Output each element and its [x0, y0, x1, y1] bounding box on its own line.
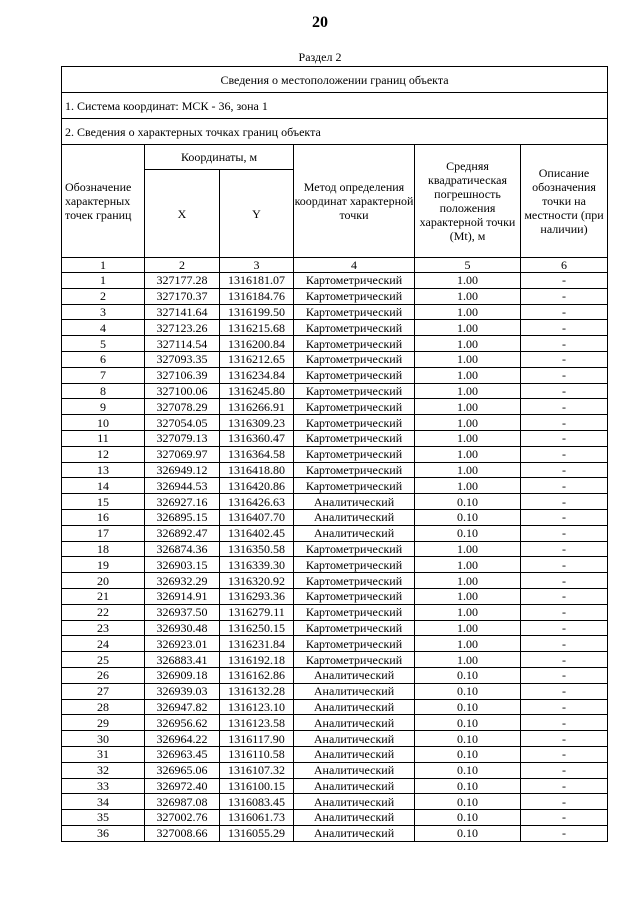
column-number: 5: [415, 258, 521, 273]
method-cell: Аналитический: [294, 731, 415, 747]
mean-square-error-cell: 1.00: [415, 636, 521, 652]
point-id-cell: 35: [62, 810, 145, 826]
point-id-cell: 1: [62, 273, 145, 289]
point-id-cell: 9: [62, 399, 145, 415]
method-cell: Аналитический: [294, 762, 415, 778]
table-row: [62, 336, 608, 352]
description-cell: -: [521, 525, 608, 541]
method-cell: Аналитический: [294, 810, 415, 826]
description-cell: -: [521, 604, 608, 620]
method-cell: Аналитический: [294, 683, 415, 699]
method-cell: Картометрический: [294, 604, 415, 620]
method-cell: Аналитический: [294, 509, 415, 525]
header-x: X: [145, 170, 220, 258]
table-row: [62, 509, 608, 525]
y-coordinate-cell: 1316200.84: [220, 336, 294, 352]
x-coordinate-cell: 326930.48: [145, 620, 220, 636]
method-cell: Картометрический: [294, 415, 415, 431]
point-id-cell: 14: [62, 478, 145, 494]
y-coordinate-cell: 1316110.58: [220, 746, 294, 762]
x-coordinate-cell: 326923.01: [145, 636, 220, 652]
point-id-cell: 23: [62, 620, 145, 636]
x-coordinate-cell: 326947.82: [145, 699, 220, 715]
y-coordinate-cell: 1316360.47: [220, 430, 294, 446]
x-coordinate-cell: 326927.16: [145, 494, 220, 510]
x-coordinate-cell: 326944.53: [145, 478, 220, 494]
point-id-cell: 24: [62, 636, 145, 652]
point-id-cell: 36: [62, 825, 145, 841]
method-cell: Картометрический: [294, 636, 415, 652]
mean-square-error-cell: 1.00: [415, 304, 521, 320]
mean-square-error-cell: 0.10: [415, 731, 521, 747]
point-id-cell: 16: [62, 509, 145, 525]
mean-square-error-cell: 1.00: [415, 351, 521, 367]
point-id-cell: 19: [62, 557, 145, 573]
y-coordinate-cell: 1316181.07: [220, 273, 294, 289]
mean-square-error-cell: 1.00: [415, 652, 521, 668]
method-cell: Аналитический: [294, 699, 415, 715]
data-rows: [62, 273, 608, 842]
y-coordinate-cell: 1316055.29: [220, 825, 294, 841]
table-title: Сведения о местоположении границ объекта: [62, 67, 608, 93]
mean-square-error-cell: 0.10: [415, 699, 521, 715]
y-coordinate-cell: 1316418.80: [220, 462, 294, 478]
point-id-cell: 3: [62, 304, 145, 320]
mean-square-error-cell: 1.00: [415, 336, 521, 352]
mean-square-error-cell: 0.10: [415, 746, 521, 762]
description-cell: -: [521, 652, 608, 668]
point-id-cell: 18: [62, 541, 145, 557]
method-cell: Картометрический: [294, 430, 415, 446]
mean-square-error-cell: 0.10: [415, 494, 521, 510]
x-coordinate-cell: 327054.05: [145, 415, 220, 431]
mean-square-error-cell: 0.10: [415, 715, 521, 731]
table-row: [62, 715, 608, 731]
table-row: [62, 494, 608, 510]
section-label: Раздел 2: [298, 50, 342, 64]
mean-square-error-cell: 0.10: [415, 525, 521, 541]
description-cell: -: [521, 367, 608, 383]
table-row: [62, 399, 608, 415]
x-coordinate-cell: 326956.62: [145, 715, 220, 731]
method-cell: Картометрический: [294, 478, 415, 494]
x-coordinate-cell: 327114.54: [145, 336, 220, 352]
point-id-cell: 4: [62, 320, 145, 336]
method-cell: Картометрический: [294, 383, 415, 399]
table-row: [62, 273, 608, 289]
method-cell: Картометрический: [294, 652, 415, 668]
table-row: [62, 351, 608, 367]
point-id-cell: 20: [62, 573, 145, 589]
table-row: [62, 762, 608, 778]
mean-square-error-cell: 0.10: [415, 825, 521, 841]
table-row: [62, 525, 608, 541]
mean-square-error-cell: 0.10: [415, 683, 521, 699]
description-cell: -: [521, 336, 608, 352]
table-row: [62, 367, 608, 383]
table-row: [62, 731, 608, 747]
mean-square-error-cell: 1.00: [415, 430, 521, 446]
mean-square-error-cell: 0.10: [415, 762, 521, 778]
y-coordinate-cell: 1316364.58: [220, 446, 294, 462]
x-coordinate-cell: 327078.29: [145, 399, 220, 415]
x-coordinate-cell: 326874.36: [145, 541, 220, 557]
description-cell: -: [521, 731, 608, 747]
description-cell: -: [521, 683, 608, 699]
table-row: [62, 304, 608, 320]
y-coordinate-cell: 1316117.90: [220, 731, 294, 747]
header-y: Y: [220, 170, 294, 258]
y-coordinate-cell: 1316309.23: [220, 415, 294, 431]
method-cell: Картометрический: [294, 573, 415, 589]
point-id-cell: 32: [62, 762, 145, 778]
y-coordinate-cell: 1316199.50: [220, 304, 294, 320]
table-row: [62, 541, 608, 557]
x-coordinate-cell: 326883.41: [145, 652, 220, 668]
point-id-cell: 27: [62, 683, 145, 699]
description-cell: -: [521, 810, 608, 826]
x-coordinate-cell: 326949.12: [145, 462, 220, 478]
description-cell: -: [521, 825, 608, 841]
description-cell: -: [521, 399, 608, 415]
table-row: [62, 557, 608, 573]
x-coordinate-cell: 327093.35: [145, 351, 220, 367]
column-number: 3: [220, 258, 294, 273]
boundary-points-table: [61, 66, 608, 842]
x-coordinate-cell: 326914.91: [145, 588, 220, 604]
y-coordinate-cell: 1316279.11: [220, 604, 294, 620]
point-id-cell: 2: [62, 288, 145, 304]
y-coordinate-cell: 1316339.30: [220, 557, 294, 573]
description-cell: -: [521, 478, 608, 494]
x-coordinate-cell: 326909.18: [145, 667, 220, 683]
method-cell: Аналитический: [294, 667, 415, 683]
method-cell: Аналитический: [294, 494, 415, 510]
y-coordinate-cell: 1316402.45: [220, 525, 294, 541]
header-method: Метод определения координат характерной точки: [294, 145, 415, 258]
description-cell: -: [521, 541, 608, 557]
table-row: [62, 588, 608, 604]
y-coordinate-cell: 1316350.58: [220, 541, 294, 557]
x-coordinate-cell: 327100.06: [145, 383, 220, 399]
y-coordinate-cell: 1316426.63: [220, 494, 294, 510]
description-cell: -: [521, 762, 608, 778]
description-cell: -: [521, 636, 608, 652]
description-cell: -: [521, 509, 608, 525]
description-cell: -: [521, 415, 608, 431]
table-row: [62, 288, 608, 304]
method-cell: Картометрический: [294, 462, 415, 478]
table-row: [62, 430, 608, 446]
mean-square-error-cell: 1.00: [415, 273, 521, 289]
table-row: [62, 778, 608, 794]
method-cell: Картометрический: [294, 541, 415, 557]
method-cell: Картометрический: [294, 273, 415, 289]
table-row: [62, 415, 608, 431]
point-id-cell: 22: [62, 604, 145, 620]
y-coordinate-cell: 1316083.45: [220, 794, 294, 810]
x-coordinate-cell: 327069.97: [145, 446, 220, 462]
mean-square-error-cell: 1.00: [415, 399, 521, 415]
method-cell: Картометрический: [294, 320, 415, 336]
point-id-cell: 12: [62, 446, 145, 462]
column-number-row: [62, 258, 608, 273]
column-number: 2: [145, 258, 220, 273]
point-id-cell: 25: [62, 652, 145, 668]
x-coordinate-cell: 327123.26: [145, 320, 220, 336]
method-cell: Картометрический: [294, 288, 415, 304]
method-cell: Аналитический: [294, 715, 415, 731]
point-id-cell: 29: [62, 715, 145, 731]
mean-square-error-cell: 1.00: [415, 383, 521, 399]
description-cell: -: [521, 430, 608, 446]
point-id-cell: 34: [62, 794, 145, 810]
point-id-cell: 7: [62, 367, 145, 383]
table-row: [62, 794, 608, 810]
y-coordinate-cell: 1316215.68: [220, 320, 294, 336]
x-coordinate-cell: 326932.29: [145, 573, 220, 589]
y-coordinate-cell: 1316123.58: [220, 715, 294, 731]
point-id-cell: 33: [62, 778, 145, 794]
table-row: [62, 667, 608, 683]
table-row: [62, 810, 608, 826]
description-cell: -: [521, 494, 608, 510]
y-coordinate-cell: 1316107.32: [220, 762, 294, 778]
table-row: [62, 446, 608, 462]
y-coordinate-cell: 1316234.84: [220, 367, 294, 383]
header-designation: Обозначение характерных точек границ: [62, 145, 145, 258]
y-coordinate-cell: 1316420.86: [220, 478, 294, 494]
description-cell: -: [521, 620, 608, 636]
point-id-cell: 15: [62, 494, 145, 510]
table-row: [62, 478, 608, 494]
description-cell: -: [521, 794, 608, 810]
point-id-cell: 17: [62, 525, 145, 541]
point-id-cell: 10: [62, 415, 145, 431]
mean-square-error-cell: 1.00: [415, 588, 521, 604]
description-cell: -: [521, 588, 608, 604]
table-row: [62, 573, 608, 589]
y-coordinate-cell: 1316320.92: [220, 573, 294, 589]
x-coordinate-cell: 327106.39: [145, 367, 220, 383]
point-id-cell: 11: [62, 430, 145, 446]
point-id-cell: 8: [62, 383, 145, 399]
mean-square-error-cell: 0.10: [415, 794, 521, 810]
point-id-cell: 31: [62, 746, 145, 762]
method-cell: Картометрический: [294, 588, 415, 604]
mean-square-error-cell: 0.10: [415, 778, 521, 794]
mean-square-error-cell: 1.00: [415, 367, 521, 383]
description-cell: -: [521, 351, 608, 367]
y-coordinate-cell: 1316061.73: [220, 810, 294, 826]
method-cell: Картометрический: [294, 336, 415, 352]
x-coordinate-cell: 327177.28: [145, 273, 220, 289]
description-cell: -: [521, 273, 608, 289]
x-coordinate-cell: 327002.76: [145, 810, 220, 826]
y-coordinate-cell: 1316184.76: [220, 288, 294, 304]
mean-square-error-cell: 1.00: [415, 478, 521, 494]
table-row: [62, 383, 608, 399]
method-cell: Картометрический: [294, 304, 415, 320]
mean-square-error-cell: 1.00: [415, 573, 521, 589]
points-heading: 2. Сведения о характерных точках границ объекта: [62, 119, 608, 145]
x-coordinate-cell: 326892.47: [145, 525, 220, 541]
description-cell: -: [521, 699, 608, 715]
x-coordinate-cell: 326964.22: [145, 731, 220, 747]
table-row: [62, 652, 608, 668]
header-coordinates: Координаты, м: [145, 145, 294, 170]
table-row: [62, 746, 608, 762]
x-coordinate-cell: 326963.45: [145, 746, 220, 762]
mean-square-error-cell: 1.00: [415, 320, 521, 336]
mean-square-error-cell: 1.00: [415, 288, 521, 304]
table-row: [62, 699, 608, 715]
x-coordinate-cell: 326903.15: [145, 557, 220, 573]
mean-square-error-cell: 1.00: [415, 415, 521, 431]
description-cell: -: [521, 462, 608, 478]
point-id-cell: 26: [62, 667, 145, 683]
description-cell: -: [521, 304, 608, 320]
y-coordinate-cell: 1316162.86: [220, 667, 294, 683]
x-coordinate-cell: 327170.37: [145, 288, 220, 304]
header-error: Средняя квадратическая погрешность положения характерной точки (Mt), м: [415, 145, 521, 258]
method-cell: Картометрический: [294, 367, 415, 383]
point-id-cell: 21: [62, 588, 145, 604]
column-number: 6: [521, 258, 608, 273]
description-cell: -: [521, 288, 608, 304]
y-coordinate-cell: 1316100.15: [220, 778, 294, 794]
method-cell: Картометрический: [294, 620, 415, 636]
mean-square-error-cell: 1.00: [415, 446, 521, 462]
method-cell: Аналитический: [294, 825, 415, 841]
x-coordinate-cell: 326987.08: [145, 794, 220, 810]
x-coordinate-cell: 326965.06: [145, 762, 220, 778]
mean-square-error-cell: 0.10: [415, 509, 521, 525]
header-description: Описание обозначения точки на местности (при наличии): [521, 145, 608, 258]
table-row: [62, 604, 608, 620]
y-coordinate-cell: 1316123.10: [220, 699, 294, 715]
description-cell: -: [521, 715, 608, 731]
method-cell: Аналитический: [294, 746, 415, 762]
coord-system-line: 1. Система координат: МСК - 36, зона 1: [62, 93, 608, 119]
method-cell: Картометрический: [294, 399, 415, 415]
description-cell: -: [521, 746, 608, 762]
y-coordinate-cell: 1316293.36: [220, 588, 294, 604]
y-coordinate-cell: 1316192.18: [220, 652, 294, 668]
description-cell: -: [521, 573, 608, 589]
column-number: 4: [294, 258, 415, 273]
method-cell: Аналитический: [294, 794, 415, 810]
y-coordinate-cell: 1316231.84: [220, 636, 294, 652]
page-number: 20: [312, 14, 328, 31]
mean-square-error-cell: 0.10: [415, 667, 521, 683]
method-cell: Картометрический: [294, 351, 415, 367]
table-row: [62, 320, 608, 336]
y-coordinate-cell: 1316212.65: [220, 351, 294, 367]
description-cell: -: [521, 383, 608, 399]
y-coordinate-cell: 1316250.15: [220, 620, 294, 636]
mean-square-error-cell: 1.00: [415, 541, 521, 557]
x-coordinate-cell: 326972.40: [145, 778, 220, 794]
x-coordinate-cell: 327008.66: [145, 825, 220, 841]
x-coordinate-cell: 327141.64: [145, 304, 220, 320]
method-cell: Аналитический: [294, 778, 415, 794]
mean-square-error-cell: 1.00: [415, 557, 521, 573]
description-cell: -: [521, 320, 608, 336]
x-coordinate-cell: 326939.03: [145, 683, 220, 699]
x-coordinate-cell: 326937.50: [145, 604, 220, 620]
method-cell: Аналитический: [294, 525, 415, 541]
point-id-cell: 28: [62, 699, 145, 715]
mean-square-error-cell: 1.00: [415, 604, 521, 620]
y-coordinate-cell: 1316132.28: [220, 683, 294, 699]
column-number: 1: [62, 258, 145, 273]
description-cell: -: [521, 557, 608, 573]
x-coordinate-cell: 327079.13: [145, 430, 220, 446]
point-id-cell: 5: [62, 336, 145, 352]
table-row: [62, 620, 608, 636]
point-id-cell: 13: [62, 462, 145, 478]
mean-square-error-cell: 1.00: [415, 620, 521, 636]
method-cell: Картометрический: [294, 446, 415, 462]
table-row: [62, 683, 608, 699]
mean-square-error-cell: 1.00: [415, 462, 521, 478]
description-cell: -: [521, 778, 608, 794]
x-coordinate-cell: 326895.15: [145, 509, 220, 525]
description-cell: -: [521, 667, 608, 683]
point-id-cell: 6: [62, 351, 145, 367]
table-row: [62, 825, 608, 841]
description-cell: -: [521, 446, 608, 462]
y-coordinate-cell: 1316266.91: [220, 399, 294, 415]
method-cell: Картометрический: [294, 557, 415, 573]
table-row: [62, 462, 608, 478]
point-id-cell: 30: [62, 731, 145, 747]
y-coordinate-cell: 1316245.80: [220, 383, 294, 399]
y-coordinate-cell: 1316407.70: [220, 509, 294, 525]
mean-square-error-cell: 0.10: [415, 810, 521, 826]
table-row: [62, 636, 608, 652]
